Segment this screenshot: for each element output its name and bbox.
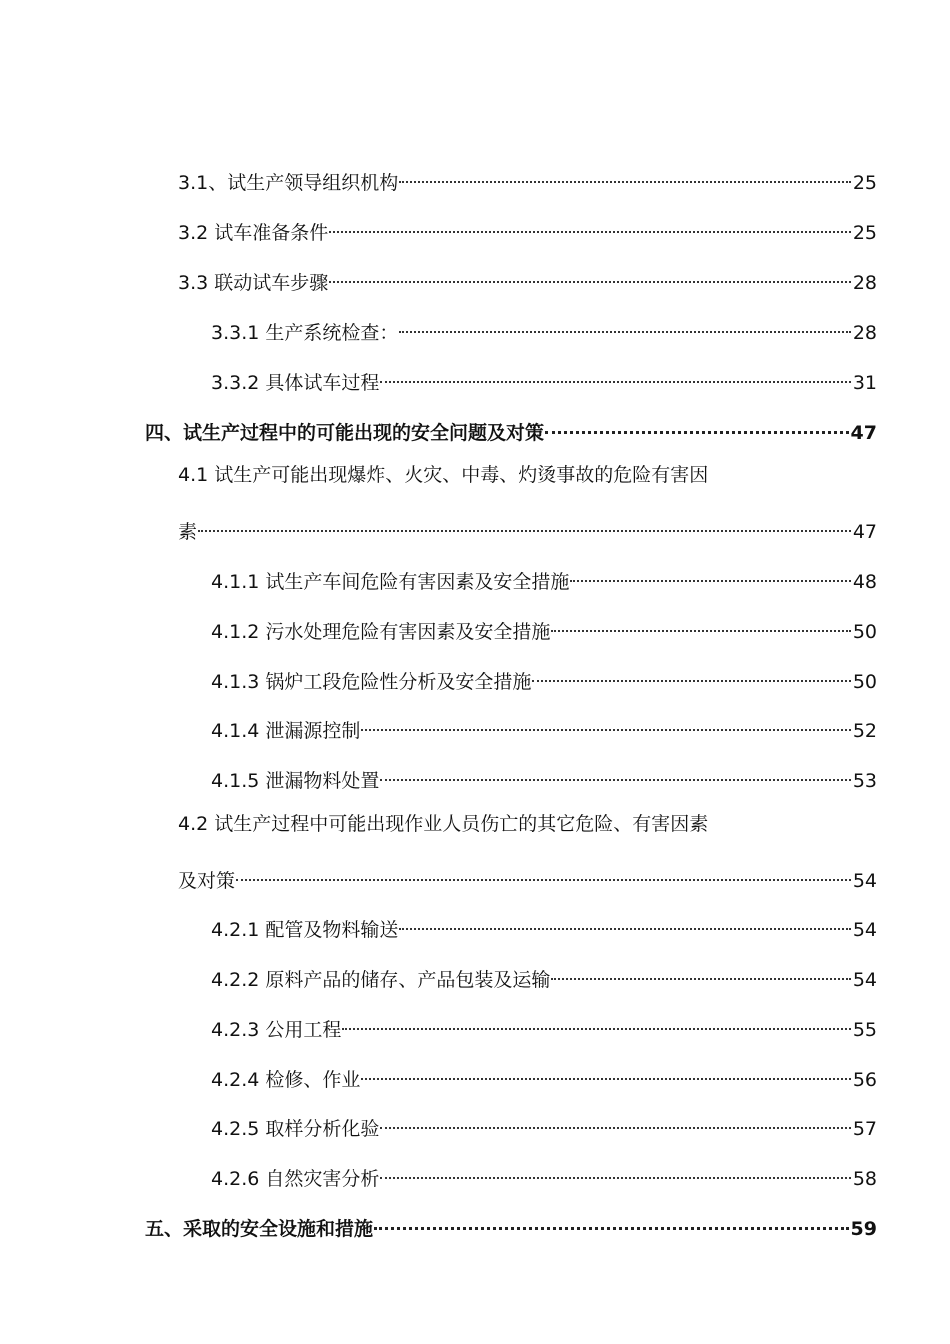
toc-entry[interactable] — [211, 1159, 877, 1192]
toc-entry-label: 4.1.3 锅炉工段危险性分析及安全措施 — [211, 671, 532, 693]
dot-leader — [399, 163, 851, 189]
toc-entry-page: 53 — [852, 770, 877, 792]
toc-entry-page: 54 — [852, 919, 877, 941]
dot-leader — [342, 1010, 850, 1036]
toc-entry[interactable] — [211, 761, 877, 794]
toc-entry-label-line2: 素 — [178, 521, 198, 543]
toc-entry[interactable] — [178, 512, 877, 545]
dot-leader — [198, 512, 851, 538]
dot-leader — [329, 213, 851, 239]
toc-entry-page: 57 — [852, 1118, 877, 1140]
dot-leader — [380, 1109, 850, 1135]
toc-entry-page: 59 — [850, 1218, 877, 1240]
toc-entry-page: 28 — [852, 322, 877, 344]
toc-entry[interactable] — [178, 263, 877, 296]
toc-entry-page: 56 — [852, 1069, 877, 1091]
toc-entry[interactable] — [211, 711, 877, 744]
dot-leader — [361, 711, 850, 737]
toc-entry-label: 4.2.3 公用工程 — [211, 1019, 342, 1041]
toc-entry-page: 55 — [852, 1019, 877, 1041]
toc-entry-page: 48 — [852, 571, 877, 593]
toc-entry-label: 3.3 联动试车步骤 — [178, 272, 329, 294]
toc-entry-page: 50 — [852, 621, 877, 643]
dot-leader — [532, 662, 850, 688]
toc-chapter-entry[interactable] — [145, 1209, 877, 1242]
toc-entry[interactable] — [178, 213, 877, 246]
toc-entry-page: 47 — [850, 422, 877, 444]
toc-entry-label: 4.2.1 配管及物料输送 — [211, 919, 399, 941]
toc-entry-label: 4.1.1 试生产车间危险有害因素及安全措施 — [211, 571, 570, 593]
dot-leader — [374, 1209, 849, 1235]
toc-entry-page: 25 — [852, 222, 877, 244]
dot-leader — [551, 960, 850, 986]
dot-leader — [399, 910, 850, 936]
toc-entry-label: 3.2 试车准备条件 — [178, 222, 329, 244]
dot-leader — [329, 263, 851, 289]
toc-entry-page: 47 — [852, 521, 877, 543]
toc-entry-page: 52 — [852, 720, 877, 742]
toc-entry-label: 4.2.4 检修、作业 — [211, 1069, 361, 1091]
toc-entry[interactable] — [211, 662, 877, 695]
dot-leader — [551, 612, 850, 638]
toc-entry[interactable] — [178, 163, 877, 196]
dot-leader — [380, 363, 850, 389]
toc-entry-label: 4.2.2 原料产品的储存、产品包装及运输 — [211, 969, 551, 991]
dot-leader — [380, 1159, 850, 1185]
toc-entry[interactable] — [211, 562, 877, 595]
dot-leader — [570, 562, 850, 588]
toc-entry-label: 4.1.5 泄漏物料处置 — [211, 770, 380, 792]
toc-entry-label: 4.2.5 取样分析化验 — [211, 1118, 380, 1140]
toc-entry-label: 四、试生产过程中的可能出现的安全问题及对策 — [145, 422, 545, 444]
toc-entry-page: 50 — [852, 671, 877, 693]
toc-entry-label: 4.1.2 污水处理危险有害因素及安全措施 — [211, 621, 551, 643]
toc-entry[interactable] — [211, 960, 877, 993]
toc-entry[interactable] — [178, 861, 877, 894]
toc-entry[interactable] — [211, 1060, 877, 1093]
toc-entry-page: 58 — [852, 1168, 877, 1190]
toc-chapter-entry[interactable] — [145, 413, 877, 446]
toc-entry-page: 54 — [852, 870, 877, 892]
toc-entry[interactable] — [211, 1109, 877, 1142]
toc-entry-label-line2: 及对策 — [178, 870, 236, 892]
toc-entry-label: 4.1.4 泄漏源控制 — [211, 720, 361, 742]
toc-entry-label: 3.1、试生产领导组织机构 — [178, 172, 399, 194]
toc-entry-label: 五、采取的安全设施和措施 — [145, 1218, 374, 1240]
toc-entry-page: 31 — [852, 372, 877, 394]
toc-entry[interactable] — [211, 910, 877, 943]
toc-entry-page: 28 — [852, 272, 877, 294]
toc-entry[interactable] — [211, 313, 877, 346]
toc-entry-label-line1[interactable]: 4.1 试生产可能出现爆炸、火灾、中毒、灼烫事故的危险有害因 — [178, 464, 709, 486]
dot-leader — [380, 761, 850, 787]
toc-entry[interactable] — [211, 1010, 877, 1043]
toc-entry-label-line1[interactable]: 4.2 试生产过程中可能出现作业人员伤亡的其它危险、有害因素 — [178, 813, 709, 835]
dot-leader — [399, 313, 850, 339]
toc-entry-label: 4.2.6 自然灾害分析 — [211, 1168, 380, 1190]
toc-entry-page: 54 — [852, 969, 877, 991]
toc-entry[interactable] — [211, 612, 877, 645]
dot-leader — [236, 861, 851, 887]
toc-entry-label: 3.3.1 生产系统检查： — [211, 322, 399, 344]
toc-entry-page: 25 — [852, 172, 877, 194]
toc-entry-label: 3.3.2 具体试车过程 — [211, 372, 380, 394]
toc-entry[interactable] — [211, 363, 877, 396]
dot-leader — [545, 413, 849, 439]
dot-leader — [361, 1060, 850, 1086]
